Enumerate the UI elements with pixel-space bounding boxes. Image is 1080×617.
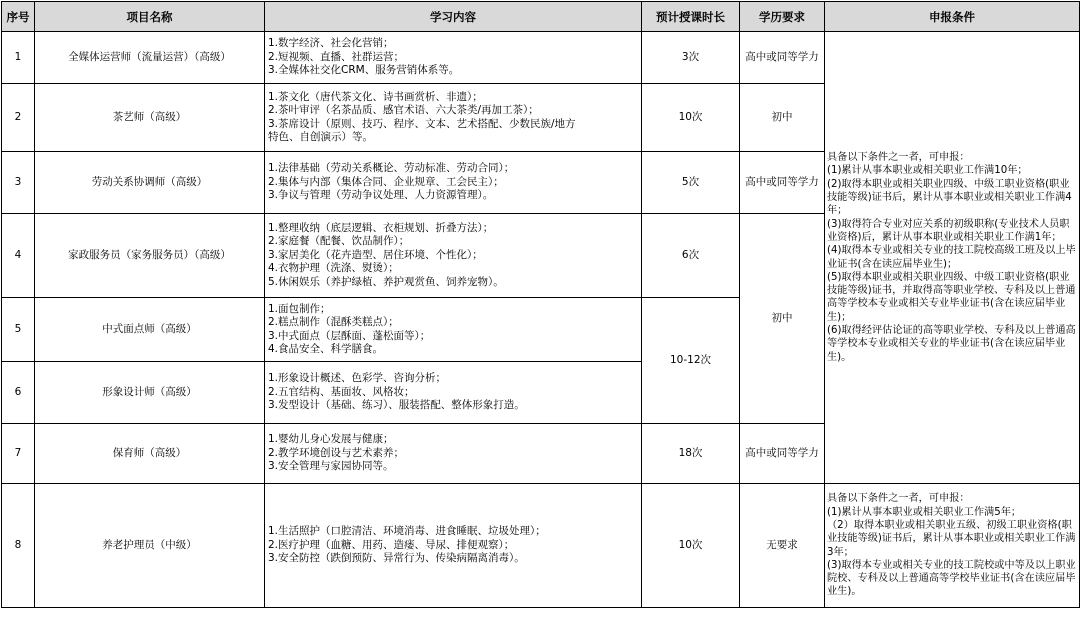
header-education: 学历要求	[740, 2, 825, 32]
content-line: 3.安全管理与家园协同等。	[268, 460, 394, 473]
content-line: 1.法律基础（劳动关系概论、劳动标准、劳动合同）；	[268, 162, 515, 175]
content-line: 1.生活照护（口腔清洁、环境消毒、进食睡眠、垃圾处理）；	[268, 525, 546, 538]
study-content	[265, 32, 642, 84]
content-line: 1.婴幼儿身心发展与健康；	[268, 433, 394, 446]
project-name: 形象设计师（高级）	[35, 362, 265, 424]
row-number: 1	[2, 32, 35, 84]
duration: 10次	[642, 484, 740, 608]
header-duration: 预计授课时长	[642, 2, 740, 32]
content-line: 2.集体与内部（集体合同、企业规章、工会民主）；	[268, 175, 504, 188]
condition-line: (3)取得本专业或相关专业的技工院校或中等及以上职业院校、专科及以上普通高等学校毕业证书(含在读应届毕业生)。	[827, 559, 1076, 598]
education-requirement: 高中或同等学力	[740, 152, 825, 214]
content-line: 3.中式面点（层酥面、蓬松面等）；	[268, 329, 431, 342]
content-line: 1.整理收纳（底层逻辑、衣柜规划、折叠方法）；	[268, 221, 494, 234]
content-line: 1.数字经济、社会化营销；	[268, 37, 394, 50]
education-requirement: 初中	[740, 84, 825, 152]
education-requirement: 初中	[740, 214, 825, 424]
row-number: 3	[2, 152, 35, 214]
condition-line: (3)取得符合专业对应关系的初级职称(专业技术人员职业资格)后，累计从事本职业或相关职业工作满1年；	[827, 218, 1070, 243]
content-line: 5.休闲娱乐（养护绿植、养护观赏鱼、饲养宠物）。	[268, 275, 504, 288]
study-content	[265, 84, 642, 152]
content-line: 2.医疗护理（血糖、用药、造瘘、导尿、排便观察）；	[268, 538, 515, 551]
study-content	[265, 484, 642, 608]
duration: 10-12次	[642, 298, 740, 424]
header-conditions: 申报条件	[825, 2, 1080, 32]
content-line: 3.发型设计（基础、练习）、服装搭配、整体形象打造。	[268, 399, 525, 412]
condition-line: (6)取得经评估论证的高等职业学校、专科及以上普通高等学校本专业或相关专业的毕业证书(含在读应届毕业生)。	[827, 324, 1076, 363]
content-line: 2.五官结构、基面妆、风格妆；	[268, 385, 415, 398]
header-name: 项目名称	[35, 2, 265, 32]
duration: 3次	[642, 32, 740, 84]
row-number: 4	[2, 214, 35, 298]
condition-line: (5)取得本职业或相关职业四级、中级工职业资格(职业技能等级)证书，并取得高等职业学校、专科及以上普通高等学校本专业或相关专业毕业证书(含在读应届毕业生)；	[827, 271, 1076, 323]
condition-line: （2）取得本职业或相关职业五级、初级工职业资格(职业技能等级)证书后，累计从事本职业或相关职业工作满3年；	[827, 519, 1076, 558]
header-no: 序号	[2, 2, 35, 32]
content-line: 3.家居美化（花卉造型、居住环境、个性化）；	[268, 248, 483, 261]
condition-line: 具备以下条件之一者，可申报：	[827, 152, 970, 164]
table-row	[2, 32, 1080, 84]
content-line: 2.家庭餐（配餐、饮品制作）；	[268, 235, 410, 248]
project-name: 劳动关系协调师（高级）	[35, 152, 265, 214]
condition-line: (1)累计从事本职业或相关职业工作满5年；	[827, 506, 1022, 518]
content-line: 3.全媒体社交化CRM、服务营销体系等。	[268, 64, 460, 77]
content-line: 1.面包制作；	[268, 302, 331, 315]
duration: 6次	[642, 214, 740, 298]
condition-line: (4)取得本专业或相关专业的技工院校高级工班及以上毕业证书(含在读应届毕业生)；	[827, 245, 1076, 270]
content-line: 3.争议与管理（劳动争议处理、人力资源管理）。	[268, 189, 494, 202]
project-name: 中式面点师（高级）	[35, 298, 265, 362]
content-line: 1.形象设计概述、色彩学、咨询分析；	[268, 372, 447, 385]
condition-line: (1)累计从事本职业或相关职业工作满10年；	[827, 165, 1028, 177]
study-content	[265, 214, 642, 298]
study-content	[265, 298, 642, 362]
content-line: 2.茶叶审评（名茶品质、感官术语、六大茶类/再加工茶）；	[268, 104, 539, 116]
project-name: 家政服务员（家务服务员）（高级）	[35, 214, 265, 298]
condition-line: (2)取得本职业或相关职业四级、中级工职业资格(职业技能等级)证书后，累计从事本职业或相关职业工作满4年；	[827, 178, 1072, 217]
content-line: 1.茶文化（唐代茶文化、诗书画赏析、非遗）；	[268, 90, 483, 103]
content-line: 4.衣物护理（洗涤、熨烫）；	[268, 262, 399, 275]
application-conditions-intermediate	[825, 484, 1080, 608]
table-row	[2, 484, 1080, 608]
education-requirement: 高中或同等学力	[740, 424, 825, 484]
content-line: 2.短视频、直播、社群运营；	[268, 50, 405, 63]
project-name: 全媒体运营师（流量运营）（高级）	[35, 32, 265, 84]
education-requirement: 无要求	[740, 484, 825, 608]
content-line: 2.糕点制作（混酥类糕点）；	[268, 316, 399, 328]
training-table	[1, 1, 1080, 608]
study-content	[265, 152, 642, 214]
duration: 18次	[642, 424, 740, 484]
project-name: 茶艺师（高级）	[35, 84, 265, 152]
row-number: 5	[2, 298, 35, 362]
content-line: 特色、自创演示）等。	[268, 131, 373, 143]
study-content	[265, 424, 642, 484]
content-line: 4.食品安全、科学膳食。	[268, 343, 384, 355]
content-line: 2.教学环境创设与艺术素养；	[268, 446, 405, 459]
header-row	[2, 2, 1080, 32]
duration: 5次	[642, 152, 740, 214]
header-content: 学习内容	[265, 2, 642, 32]
row-number: 2	[2, 84, 35, 152]
content-line: 3.安全防控（跌倒预防、异常行为、传染病隔离消毒）。	[268, 552, 525, 565]
row-number: 7	[2, 424, 35, 484]
project-name: 养老护理员（中级）	[35, 484, 265, 608]
condition-line: 具备以下条件之一者，可申报：	[827, 493, 970, 505]
education-requirement: 高中或同等学力	[740, 32, 825, 84]
row-number: 6	[2, 362, 35, 424]
content-line: 3.茶席设计（原则、技巧、程序、文本、艺术搭配、少数民族/地方	[268, 117, 576, 130]
row-number: 8	[2, 484, 35, 608]
duration: 10次	[642, 84, 740, 152]
application-conditions-senior	[825, 32, 1080, 484]
project-name: 保育师（高级）	[35, 424, 265, 484]
study-content	[265, 362, 642, 424]
